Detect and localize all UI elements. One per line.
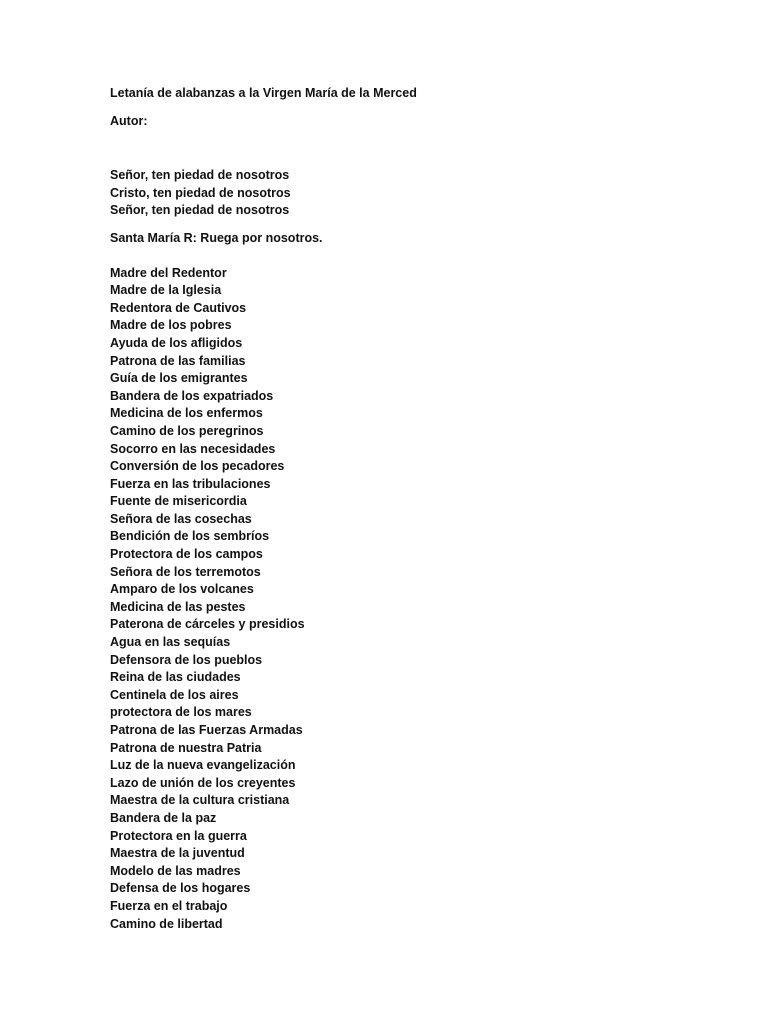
document-title: Letanía de alabanzas a la Virgen María de la Merced bbox=[110, 86, 417, 100]
invocation-item: Señora de los terremotos bbox=[110, 564, 261, 579]
invocation-item: protectora de los mares bbox=[110, 705, 252, 720]
invocation-item: Socorro en las necesidades bbox=[110, 441, 276, 456]
invocation-item: Madre de los pobres bbox=[110, 318, 232, 333]
invocation-item: Conversión de los pecadores bbox=[110, 459, 285, 474]
invocation-item: Medicina de los enfermos bbox=[110, 406, 263, 421]
invocation-item: Centinela de los aires bbox=[110, 687, 239, 702]
invocation-item: Ayuda de los afligidos bbox=[110, 335, 243, 350]
invocation-item: Medicina de las pestes bbox=[110, 599, 246, 614]
invocation-item: Modelo de las madres bbox=[110, 863, 241, 878]
kyrie-line: Cristo, ten piedad de nosotros bbox=[110, 185, 291, 200]
invocation-item: Bandera de la paz bbox=[110, 810, 217, 825]
response-line: Santa María R: Ruega por nosotros. bbox=[110, 230, 323, 245]
invocation-item: Señora de las cosechas bbox=[110, 511, 252, 526]
invocation-list bbox=[110, 265, 710, 934]
invocation-item: Maestra de la juventud bbox=[110, 846, 245, 861]
invocation-item: Defensora de los pueblos bbox=[110, 652, 263, 667]
invocation-item: Guía de los emigrantes bbox=[110, 371, 248, 386]
invocation-item: Lazo de unión de los creyentes bbox=[110, 775, 296, 790]
invocation-item: Maestra de la cultura cristiana bbox=[110, 793, 290, 808]
invocation-item: Protectora en la guerra bbox=[110, 828, 247, 843]
invocation-item: Fuerza en las tribulaciones bbox=[110, 476, 271, 491]
invocation-item: Madre de la Iglesia bbox=[110, 283, 222, 298]
invocation-item: Patrona de las Fuerzas Armadas bbox=[110, 723, 303, 737]
invocation-item: Fuerza en el trabajo bbox=[110, 898, 228, 913]
kyrie-line: Señor, ten piedad de nosotros bbox=[110, 203, 290, 218]
kyrie-section bbox=[110, 167, 710, 220]
invocation-item: Patrona de nuestra Patria bbox=[110, 740, 262, 755]
invocation-item: Bandera de los expatriados bbox=[110, 388, 274, 403]
invocation-item: Fuente de misericordia bbox=[110, 494, 247, 509]
invocation-item: Madre del Redentor bbox=[110, 265, 227, 280]
document-body bbox=[110, 85, 710, 933]
invocation-item: Camino de los peregrinos bbox=[110, 423, 264, 438]
invocation-item: Agua en las sequías bbox=[110, 635, 231, 650]
invocation-item: Patrona de las familias bbox=[110, 353, 246, 368]
invocation-item: Paterona de cárceles y presidios bbox=[110, 617, 305, 632]
invocation-item: Amparo de los volcanes bbox=[110, 582, 254, 597]
kyrie-line: Señor, ten piedad de nosotros bbox=[110, 168, 290, 183]
invocation-item: Camino de libertad bbox=[110, 916, 223, 931]
invocation-item: Reina de las ciudades bbox=[110, 670, 241, 685]
invocation-item: Defensa de los hogares bbox=[110, 881, 251, 896]
invocation-item: Protectora de los campos bbox=[110, 547, 263, 562]
author-label: Autor: bbox=[110, 113, 148, 128]
invocation-item: Redentora de Cautivos bbox=[110, 300, 247, 315]
invocation-item: Bendición de los sembríos bbox=[110, 529, 270, 544]
invocation-item: Luz de la nueva evangelización bbox=[110, 758, 296, 773]
